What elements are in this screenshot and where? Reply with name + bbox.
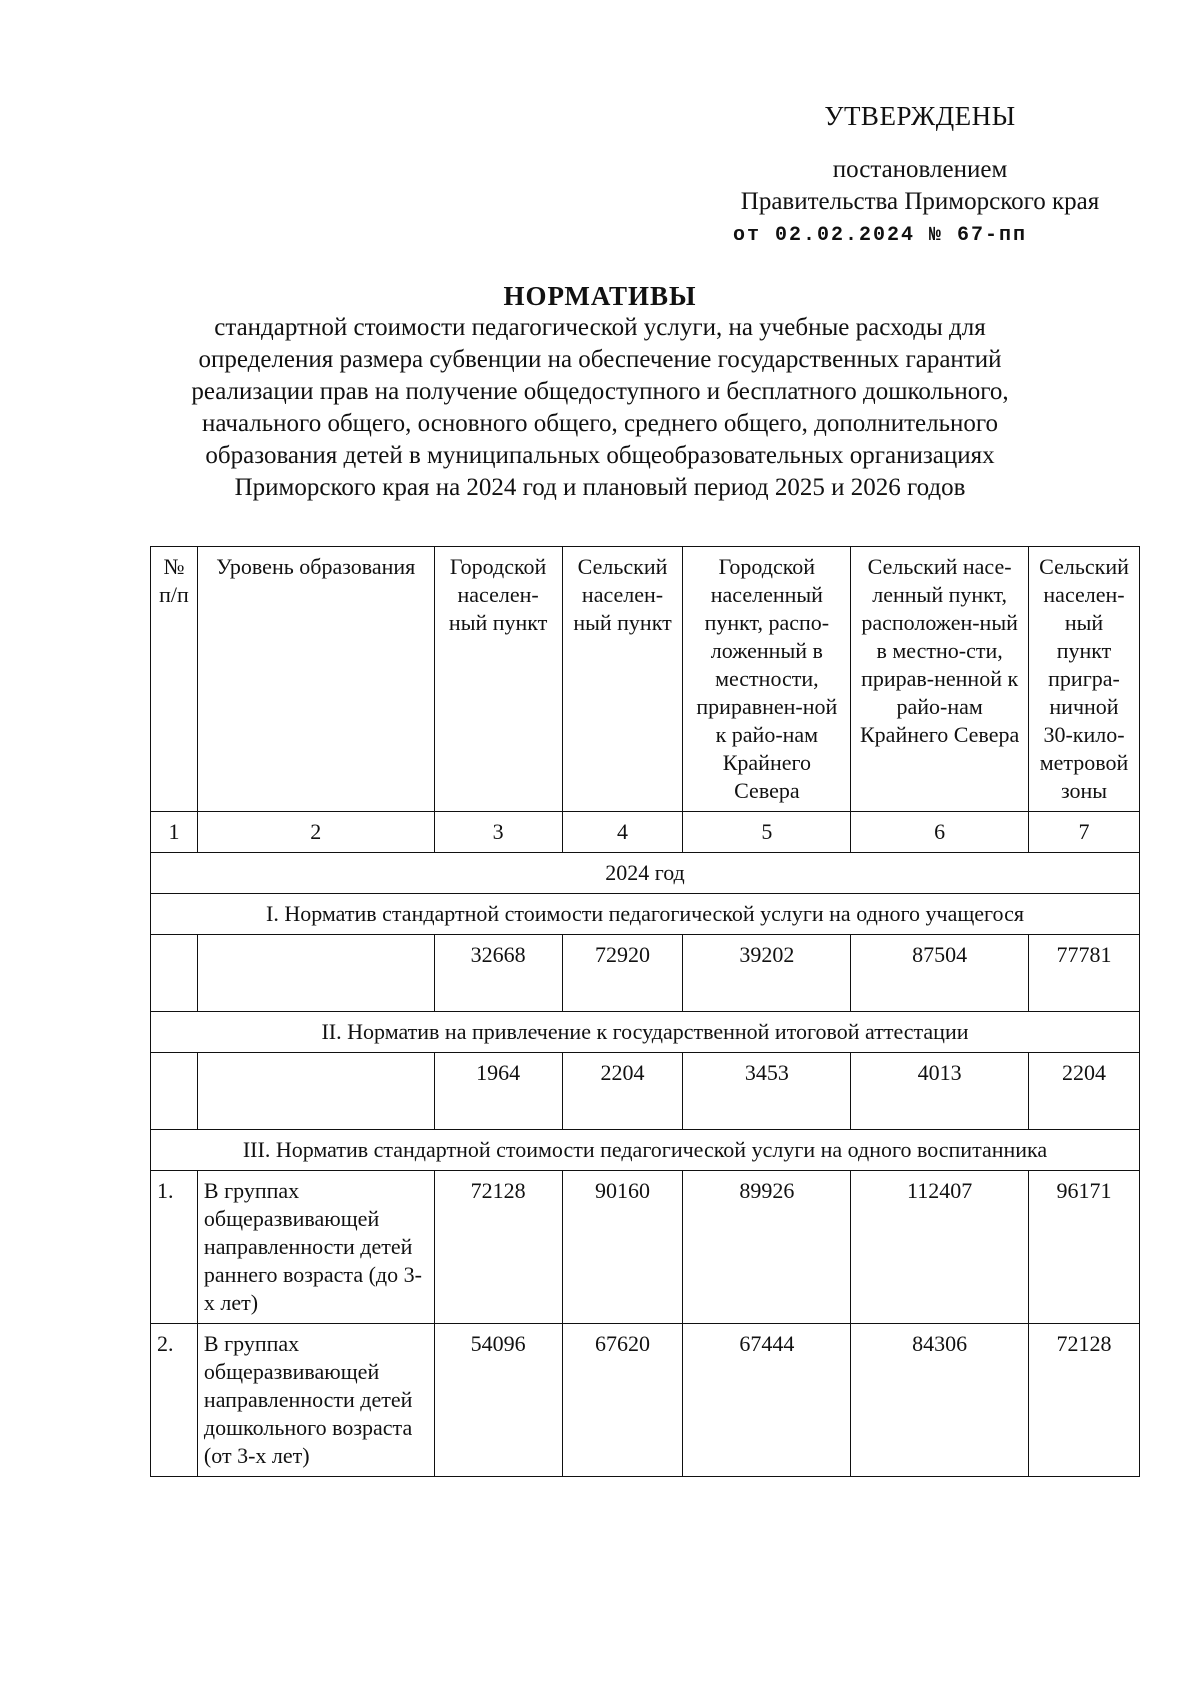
year-row — [151, 853, 1140, 894]
year-label: 2024 год — [151, 853, 1140, 894]
section-2-title: II. Норматив на привлечение к государственной итоговой аттестации — [151, 1012, 1140, 1053]
column-number-row — [151, 812, 1140, 853]
value-cell: 89926 — [683, 1171, 851, 1324]
table-row — [151, 935, 1140, 1012]
approval-line-2: Правительства Приморского края — [740, 188, 1100, 215]
row-level-cell: В группах общеразвивающей направленности детей раннего возраста (до 3-х лет) — [197, 1171, 434, 1324]
table-row — [151, 1171, 1140, 1324]
value-cell: 32668 — [434, 935, 562, 1012]
approval-line-1: постановлением — [832, 156, 1008, 183]
header-level: Уровень образования — [197, 547, 434, 812]
value-cell: 72128 — [434, 1171, 562, 1324]
column-number: 7 — [1029, 812, 1140, 853]
row-level-cell — [197, 1053, 434, 1130]
header-urban: Городской населен-ный пункт — [434, 547, 562, 812]
value-cell: 77781 — [1029, 935, 1140, 1012]
section-1-title: I. Норматив стандартной стоимости педагогической услуги на одного учащегося — [151, 894, 1140, 935]
subtitle-line: определения размера субвенции на обеспечение государственных гарантий — [198, 346, 1002, 373]
column-number: 5 — [683, 812, 851, 853]
table-row — [151, 1053, 1140, 1130]
subtitle-line: стандартной стоимости педагогической услуги, на учебные расходы для — [214, 314, 986, 341]
value-cell: 67620 — [562, 1324, 683, 1477]
document-title: НОРМАТИВЫ — [503, 281, 697, 311]
header-urban-north: Городской населенный пункт, распо-ложенный в местности, приравнен-ной к райо-нам Крайнего Севера — [683, 547, 851, 812]
header-rural-border: Сельский населен-ный пункт пригра-ничной 30-кило-метровой зоны — [1029, 547, 1140, 812]
value-cell: 39202 — [683, 935, 851, 1012]
value-cell: 1964 — [434, 1053, 562, 1130]
header-rural: Сельский населен-ный пункт — [562, 547, 683, 812]
approval-heading: УТВЕРЖДЕНЫ — [824, 101, 1016, 131]
column-number: 3 — [434, 812, 562, 853]
value-cell: 84306 — [851, 1324, 1029, 1477]
subtitle-line: Приморского края на 2024 год и плановый период 2025 и 2026 годов — [234, 474, 966, 501]
header-num: № п/п — [151, 547, 198, 812]
value-cell: 112407 — [851, 1171, 1029, 1324]
value-cell: 2204 — [1029, 1053, 1140, 1130]
row-level-cell: В группах общеразвивающей направленности детей дошкольного возраста (от 3-х лет) — [197, 1324, 434, 1477]
subtitle-line: реализации прав на получение общедоступного и бесплатного дошкольного, — [191, 378, 1009, 405]
section-3-title: III. Норматив стандартной стоимости педагогической услуги на одного воспитанника — [151, 1130, 1140, 1171]
subtitle-line: начального общего, основного общего, среднего общего, дополнительного — [201, 410, 999, 437]
value-cell: 2204 — [562, 1053, 683, 1130]
norms-table — [150, 546, 1140, 1477]
column-number: 2 — [197, 812, 434, 853]
document-title-block — [150, 280, 1050, 504]
approval-stamp — [700, 100, 1140, 252]
column-number: 1 — [151, 812, 198, 853]
column-number: 6 — [851, 812, 1029, 853]
section-title-row — [151, 1130, 1140, 1171]
value-cell: 72128 — [1029, 1324, 1140, 1477]
row-num-cell: 2. — [151, 1324, 198, 1477]
value-cell: 67444 — [683, 1324, 851, 1477]
header-rural-north: Сельский насе-ленный пункт, расположен-ный в местно-сти, прирав-ненной к райо-нам Крайнего Севера — [851, 547, 1029, 812]
value-cell: 87504 — [851, 935, 1029, 1012]
value-cell: 96171 — [1029, 1171, 1140, 1324]
value-cell: 3453 — [683, 1053, 851, 1130]
table-row — [151, 1324, 1140, 1477]
row-num-cell: 1. — [151, 1171, 198, 1324]
row-num-cell — [151, 1053, 198, 1130]
table-header-row — [151, 547, 1140, 812]
decree-number: от 02.02.2024 № 67-пп — [732, 224, 1028, 247]
value-cell: 54096 — [434, 1324, 562, 1477]
value-cell: 90160 — [562, 1171, 683, 1324]
subtitle-line: образования детей в муниципальных общеобразовательных организациях — [205, 442, 995, 469]
section-title-row — [151, 1012, 1140, 1053]
value-cell: 72920 — [562, 935, 683, 1012]
value-cell: 4013 — [851, 1053, 1029, 1130]
section-title-row — [151, 894, 1140, 935]
row-num-cell — [151, 935, 198, 1012]
column-number: 4 — [562, 812, 683, 853]
row-level-cell — [197, 935, 434, 1012]
